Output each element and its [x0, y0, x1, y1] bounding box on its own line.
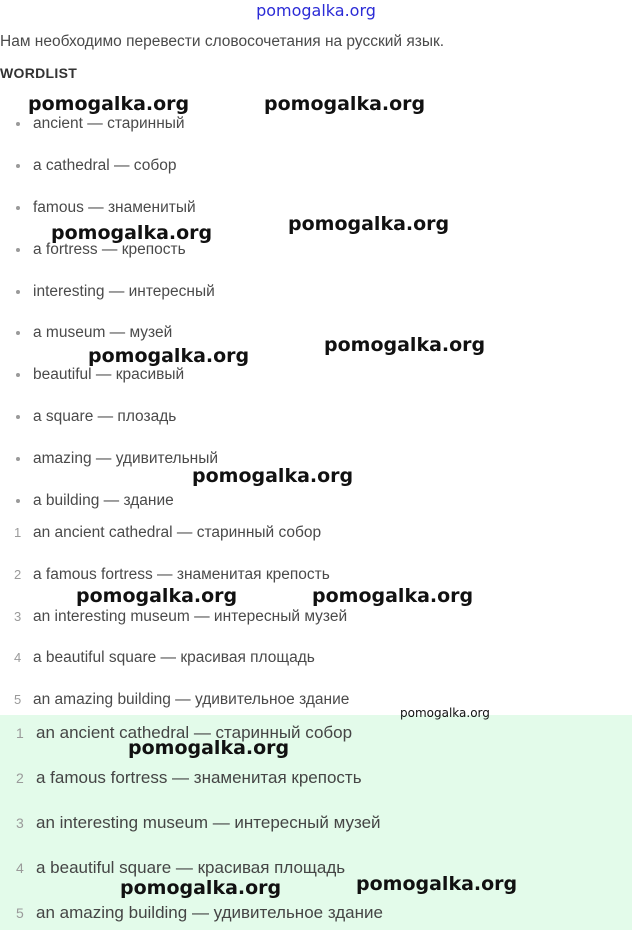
bullet-icon	[16, 122, 20, 126]
wordlist-item-text: ancient — старинный	[33, 115, 185, 132]
watermark: pomogalka.org	[192, 465, 354, 487]
answer-text: a famous fortress — знаменитая крепость	[36, 768, 362, 787]
phrase-text: an amazing building — удивительное здание	[33, 691, 350, 708]
phrase-text: an interesting museum — интересный музей	[33, 608, 348, 625]
watermark: pomogalka.org	[312, 585, 474, 607]
phrase-text: an ancient cathedral — старинный собор	[33, 524, 322, 541]
watermark: pomogalka.org	[400, 706, 490, 720]
wordlist-item-text: beautiful — красивый	[33, 366, 185, 383]
answer-text: a beautiful square — красивая площадь	[36, 858, 346, 877]
watermark: pomogalka.org	[88, 345, 250, 367]
answer-number: 1	[16, 725, 24, 741]
phrase-text: a famous fortress — знаменитая крепость	[33, 566, 330, 583]
watermark: pomogalka.org	[264, 93, 426, 115]
phrase-number: 3	[14, 609, 22, 624]
bullet-icon	[16, 206, 20, 210]
watermark: pomogalka.org	[324, 334, 486, 356]
bullet-icon	[16, 290, 20, 294]
phrase-number: 1	[14, 525, 22, 540]
wordlist-item-text: a cathedral — собор	[33, 157, 177, 174]
wordlist-item-text: famous — знаменитый	[33, 199, 196, 216]
bullet-icon	[16, 373, 20, 377]
watermark: pomogalka.org	[76, 585, 238, 607]
bullet-icon	[16, 457, 20, 461]
phrase-number: 4	[14, 650, 22, 665]
phrase-text: a beautiful square — красивая площадь	[33, 649, 315, 666]
wordlist-item-text: interesting — интересный	[33, 283, 215, 300]
bullet-icon	[16, 331, 20, 335]
bullet-icon	[16, 415, 20, 419]
phrase-number: 5	[14, 692, 22, 707]
answer-number: 4	[16, 860, 24, 876]
answer-text: an amazing building — удивительное здание	[36, 903, 383, 922]
phrase-number: 2	[14, 567, 22, 582]
answer-number: 3	[16, 815, 24, 831]
wordlist-item-text: a museum — музей	[33, 324, 173, 341]
answer-text: an ancient cathedral — старинный собор	[36, 723, 353, 742]
watermark: pomogalka.org	[288, 213, 450, 235]
answer-number: 2	[16, 770, 24, 786]
site-logo-link[interactable]: pomogalka.org	[256, 1, 376, 20]
watermark: pomogalka.org	[120, 877, 282, 899]
bullet-icon	[16, 499, 20, 503]
wordlist-item-text: a fortress — крепость	[33, 241, 186, 258]
bullet-icon	[16, 248, 20, 252]
watermark: pomogalka.org	[128, 737, 290, 759]
watermark: pomogalka.org	[51, 222, 213, 244]
answer-number: 5	[16, 905, 24, 921]
bullet-icon	[16, 164, 20, 168]
watermark: pomogalka.org	[28, 93, 190, 115]
wordlist-item-text: amazing — удивительный	[33, 450, 219, 467]
answer-text: an interesting museum — интересный музей	[36, 813, 381, 832]
watermark: pomogalka.org	[356, 873, 518, 895]
wordlist-heading: WORDLIST	[0, 65, 78, 81]
task-instruction: Нам необходимо перевести словосочетания на русский язык.	[0, 33, 445, 50]
wordlist-item-text: a square — плозадь	[33, 408, 177, 425]
wordlist-item-text: a building — здание	[33, 492, 174, 509]
